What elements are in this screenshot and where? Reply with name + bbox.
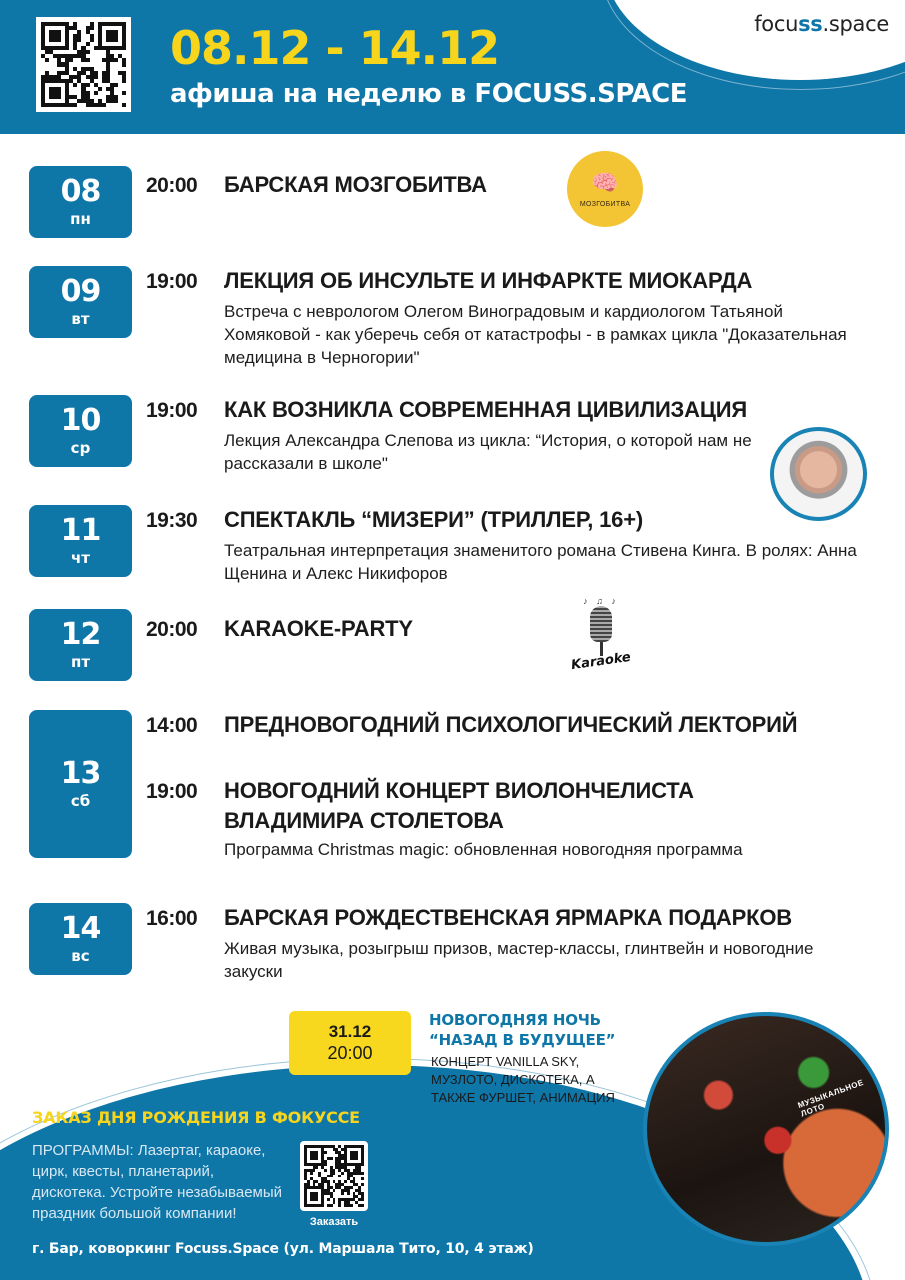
order-link[interactable]: Заказать (309, 1216, 359, 1228)
new-year-title: НОВОГОДНЯЯ НОЧЬ “НАЗАД В БУДУЩЕЕ” (429, 1011, 616, 1049)
birthday-title: ЗАКАЗ ДНЯ РОЖДЕНИЯ В ФОКУССЕ (32, 1108, 360, 1127)
date-badge-08: 08 пн (29, 166, 132, 238)
date-badge-12: 12 пт (29, 609, 132, 681)
event-title: СПЕКТАКЛЬ “МИЗЕРИ” (ТРИЛЛЕР, 16+) (224, 507, 643, 532)
event-title: БАРСКАЯ МОЗГОБИТВА (224, 172, 487, 197)
event-13-1 (146, 710, 886, 740)
event-description: Театральная интерпретация знаменитого романа Стивена Кинга. В ролях: Анна Щенина и Алекс Никифоров (224, 541, 857, 583)
focuss-space-logo: focuss.space (754, 12, 889, 36)
event-time: 20:00 (146, 618, 198, 641)
page-subtitle: афиша на неделю в FOCUSS.SPACE (170, 79, 688, 109)
event-11-1 (146, 505, 886, 585)
event-title: КАК ВОЗНИКЛА СОВРЕМЕННАЯ ЦИВИЛИЗАЦИЯ (224, 397, 747, 422)
event-description: Живая музыка, розыгрыш призов, мастер-классы, глинтвейн и новогодние закуски (224, 939, 814, 981)
new-year-date-badge: 31.12 20:00 (289, 1011, 411, 1075)
venue-address: г. Бар, коворкинг Focuss.Space (ул. Маршала Тито, 10, 4 этаж) (32, 1241, 534, 1257)
event-time: 16:00 (146, 907, 198, 930)
date-badge-11: 11 чт (29, 505, 132, 577)
event-12-1 (146, 614, 886, 644)
header-banner (0, 0, 905, 134)
event-13-2 (146, 776, 886, 861)
event-description: Встреча с неврологом Олегом Виноградовым и кардиологом Татьяной Хомяковой - как уберечь себя от катастрофы - в рамках цикла "Доказательная медицина в Черногории" (224, 302, 847, 367)
event-09-1 (146, 266, 886, 369)
event-title: НОВОГОДНИЙ КОНЦЕРТ ВИОЛОНЧЕЛИСТА ВЛАДИМИРА СТОЛЕТОВА (224, 778, 694, 833)
date-badge-14: 14 вс (29, 903, 132, 975)
event-time: 20:00 (146, 174, 198, 197)
event-title: ПРЕДНОВОГОДНИЙ ПСИХОЛОГИЧЕСКИЙ ЛЕКТОРИЙ (224, 712, 798, 737)
event-time: 19:00 (146, 780, 198, 803)
event-description: Программа Christmas magic: обновленная новогодняя программа (224, 840, 743, 859)
mozgobitva-logo: 🧠 МОЗГОБИТВА (567, 151, 643, 227)
event-description: Лекция Александра Слепова из цикла: “История, о которой нам не рассказали в школе" (224, 431, 752, 473)
event-time: 14:00 (146, 714, 198, 737)
music-notes-icon: ♪ ♫ ♪ (583, 596, 619, 606)
new-year-description: КОНЦЕРТ VANILLA SKY, МУЗЛОТО, ДИСКОТЕКА, А ТАКЖЕ ФУРШЕТ, АНИМАЦИЯ (431, 1054, 615, 1105)
birthday-description: ПРОГРАММЫ: Лазертаг, караоке, цирк, квесты, планетарий, дискотека. Устройте незабываемый праздник большой компании! (32, 1142, 283, 1222)
event-title: ЛЕКЦИЯ ОБ ИНСУЛЬТЕ И ИНФАРКТЕ МИОКАРДА (224, 268, 753, 293)
event-08-1 (146, 170, 886, 200)
event-title: KARAOKE-PARTY (224, 616, 413, 641)
logo-mark-icon: ss (798, 12, 823, 36)
brain-icon: 🧠 (591, 169, 619, 195)
date-badge-13: 13 сб (29, 710, 132, 858)
event-title: БАРСКАЯ РОЖДЕСТВЕНСКАЯ ЯРМАРКА ПОДАРКОВ (224, 905, 792, 930)
event-time: 19:30 (146, 509, 198, 532)
week-date-range: 08.12 - 14.12 (170, 21, 500, 75)
event-14-1 (146, 903, 886, 983)
date-badge-09: 09 вт (29, 266, 132, 338)
microphone-icon (590, 606, 612, 642)
birthday-qr-code[interactable] (300, 1141, 368, 1211)
event-time: 19:00 (146, 399, 198, 422)
date-badge-10: 10 ср (29, 395, 132, 467)
header-qr-code[interactable] (36, 17, 131, 112)
new-year-party-photo: МУЗЫКАЛЬНОЕ ЛОТО (643, 1012, 889, 1246)
karaoke-logo: ♪ ♫ ♪ Karaoke (570, 596, 632, 674)
event-time: 19:00 (146, 270, 198, 293)
